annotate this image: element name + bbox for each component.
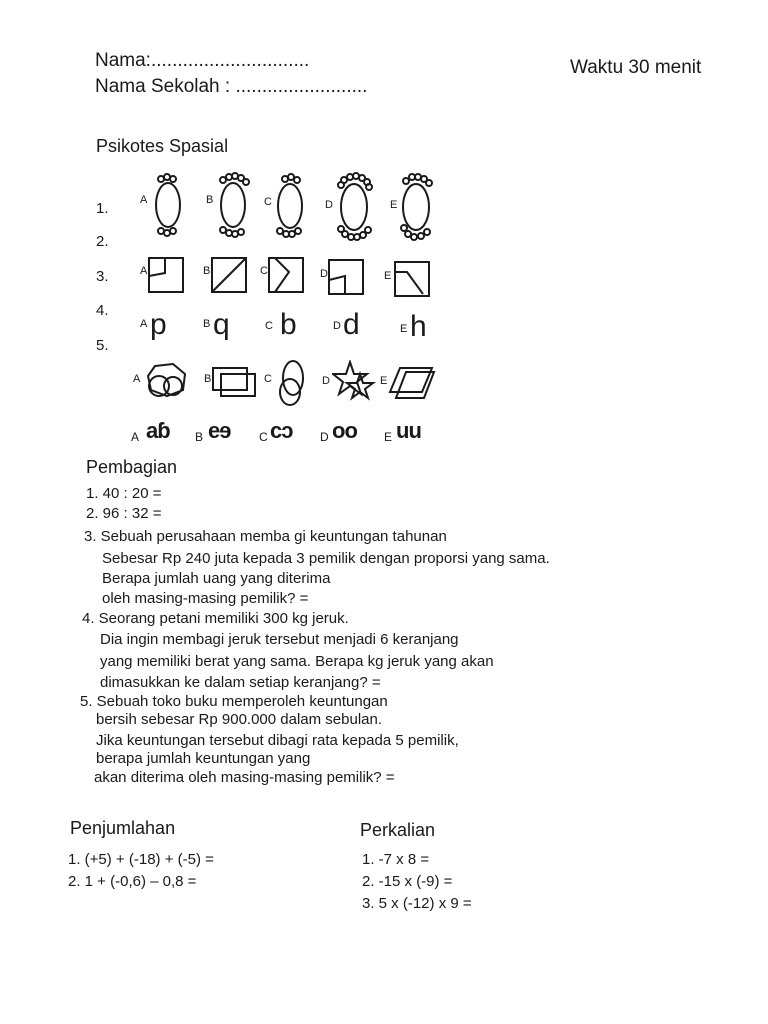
option-label: E	[384, 270, 392, 282]
question-line: Sebesar Rp 240 juta kepada 3 pemilik dengan proporsi yang sama.	[102, 550, 550, 567]
oval-beads-figure	[272, 172, 308, 238]
square-line-figure	[147, 256, 187, 296]
addition-question-2: 2. 1 + (-0,6) – 0,8 =	[68, 873, 197, 890]
school-field-label: Nama Sekolah : .........................	[95, 76, 368, 97]
square-line-figure	[327, 258, 367, 298]
option-label: A	[140, 265, 148, 277]
multiplication-question-2: 2. -15 x (-9) =	[362, 873, 453, 890]
division-question-2: 2. 96 : 32 =	[86, 505, 162, 522]
overlapping-ovals-figure	[276, 358, 310, 408]
letter-pair-figure: aɓ	[146, 418, 170, 443]
name-field-label: Nama:..............................	[95, 50, 310, 71]
multiplication-question-1: 1. -7 x 8 =	[362, 851, 430, 868]
question-number-5: 5.	[96, 337, 109, 354]
question-number-3: 3.	[96, 268, 109, 285]
spatial-section-title: Psikotes Spasial	[96, 136, 229, 156]
question-line: 5. Sebuah toko buku memperoleh keuntungan	[80, 693, 388, 710]
overlapping-stars-figure	[332, 360, 376, 402]
oval-beads-figure	[396, 172, 436, 242]
option-label: A	[131, 430, 140, 444]
letter-pair-figure: eɘ	[208, 418, 231, 443]
letter-figure-h: h	[410, 310, 427, 343]
option-label: C	[264, 196, 272, 208]
option-label: B	[204, 373, 212, 385]
option-label: A	[133, 373, 141, 385]
square-line-figure	[210, 256, 250, 296]
letter-pair-figure: cɔ	[270, 418, 293, 443]
option-label: C	[264, 373, 272, 385]
letter-pair-figure: oo	[332, 418, 357, 443]
oval-beads-figure	[150, 172, 186, 238]
question-number-2: 2.	[96, 233, 109, 250]
letter-figure-p: p	[150, 308, 167, 341]
option-label: C	[260, 265, 268, 277]
option-label: E	[400, 323, 408, 335]
question-line: 4. Seorang petani memiliki 300 kg jeruk.	[82, 610, 349, 627]
option-label: C	[259, 430, 268, 444]
addition-question-1: 1. (+5) + (-18) + (-5) =	[68, 851, 214, 868]
square-line-figure	[393, 260, 433, 300]
letter-figure-d: d	[343, 308, 360, 341]
multiplication-section-title: Perkalian	[360, 820, 436, 840]
letter-figure-b: b	[280, 308, 297, 341]
option-label: D	[320, 268, 328, 280]
option-label: D	[322, 375, 330, 387]
option-label: E	[390, 199, 398, 211]
time-limit: Waktu 30 menit	[570, 57, 702, 78]
question-line: Berapa jumlah uang yang diterima	[102, 570, 331, 587]
question-number-4: 4.	[96, 302, 109, 319]
question-line: dimasukkan ke dalam setiap keranjang? =	[100, 674, 381, 691]
question-line: oleh masing-masing pemilik? =	[102, 590, 309, 607]
square-line-figure	[267, 256, 307, 296]
division-question-1: 1. 40 : 20 =	[86, 485, 162, 502]
option-label: B	[203, 265, 211, 277]
option-label: E	[384, 430, 393, 444]
letter-figure-q: q	[213, 308, 230, 341]
option-label: E	[380, 375, 388, 387]
option-label: C	[265, 320, 273, 332]
option-label: B	[206, 194, 214, 206]
option-label: B	[203, 318, 211, 330]
overlapping-rectangles-figure	[211, 362, 257, 398]
question-line: Jika keuntungan tersebut dibagi rata kepada 5 pemilik,	[96, 732, 459, 749]
question-line: Dia ingin membagi jeruk tersebut menjadi 6 keranjang	[100, 631, 459, 648]
option-label: D	[325, 199, 333, 211]
overlapping-circles-figure	[143, 360, 189, 400]
addition-section-title: Penjumlahan	[70, 818, 176, 838]
division-section-title: Pembagian	[86, 457, 178, 477]
option-label: D	[333, 320, 341, 332]
option-label: B	[195, 430, 204, 444]
overlapping-parallelograms-figure	[388, 364, 436, 402]
option-label: A	[140, 194, 148, 206]
question-line: yang memiliki berat yang sama. Berapa kg jeruk yang akan	[100, 653, 494, 670]
question-line: akan diterima oleh masing-masing pemilik? =	[94, 769, 395, 786]
oval-beads-figure	[332, 172, 376, 242]
option-label: D	[320, 430, 329, 444]
multiplication-question-3: 3. 5 x (-12) x 9 =	[362, 895, 472, 912]
option-label: A	[140, 318, 148, 330]
question-number-1: 1.	[96, 200, 109, 217]
question-line: bersih sebesar Rp 900.000 dalam sebulan.	[96, 711, 383, 728]
oval-beads-figure	[213, 172, 253, 238]
question-line: 3. Sebuah perusahaan memba gi keuntungan tahunan	[84, 528, 447, 545]
question-line: berapa jumlah keuntungan yang	[96, 750, 311, 767]
letter-pair-figure: uu	[396, 418, 421, 443]
